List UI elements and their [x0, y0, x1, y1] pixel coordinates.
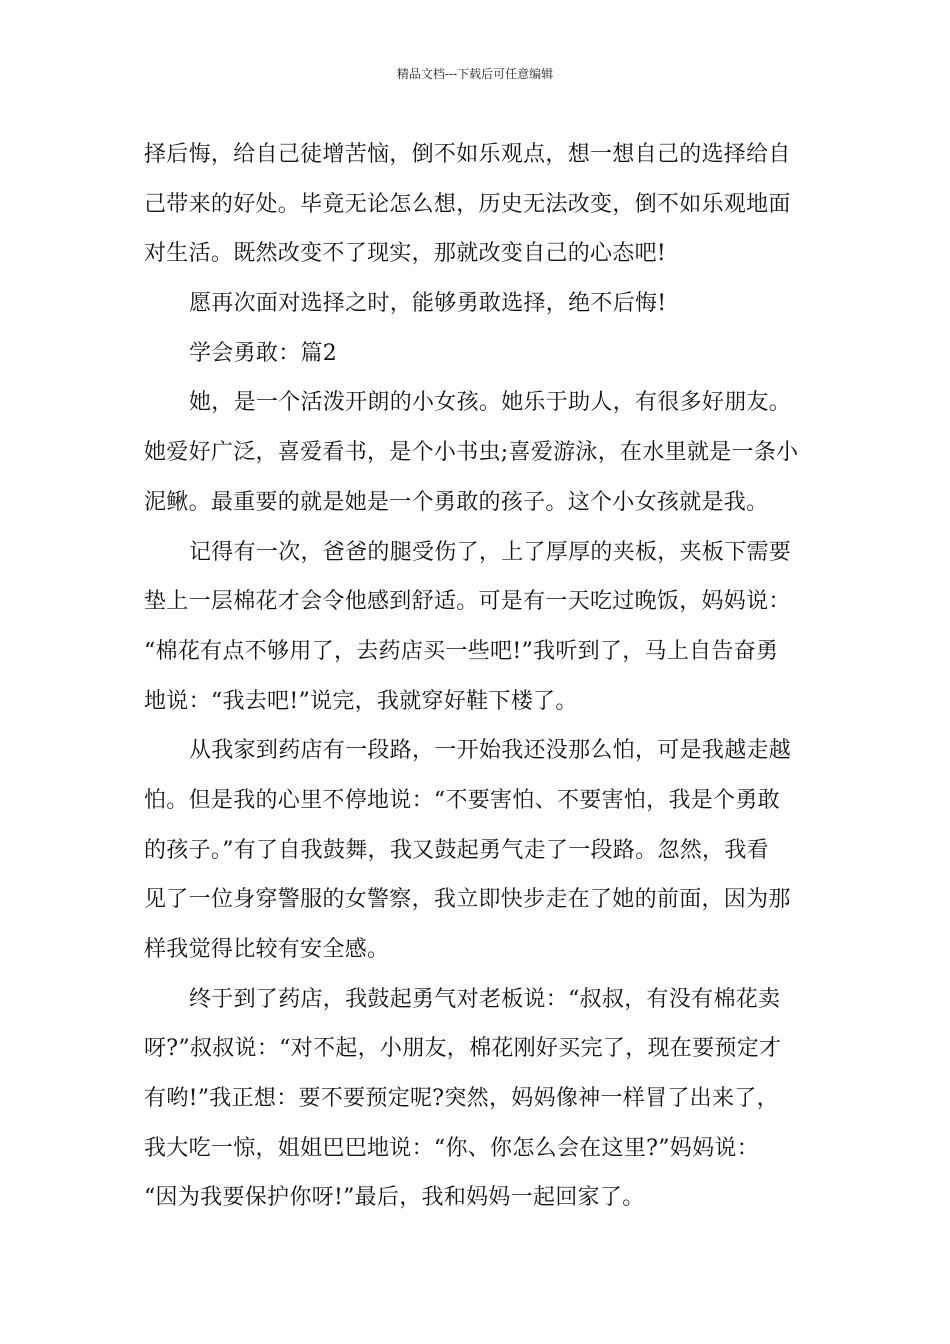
text-line: 垫上一层棉花才会令他感到舒适。可是有一天吃过晚饭，妈妈说：	[144, 589, 791, 615]
text-line: 见了一位身穿警服的女警察，我立即快步走在了她的前面，因为那	[144, 887, 791, 913]
text-line: “因为我要保护你呀!”最后，我和妈妈一起回家了。	[144, 1185, 645, 1211]
document-body	[144, 130, 808, 1223]
section-heading: 学会勇敢：篇2	[189, 340, 338, 366]
text-line: 愿再次面对选择之时，能够勇敢选择，绝不后悔!	[189, 291, 667, 317]
text-line: 泥鳅。最重要的就是她是一个勇敢的孩子。这个小女孩就是我。	[144, 489, 769, 515]
text-line: 她爱好广泛，喜爱看书，是个小书虫;喜爱游泳，在水里就是一条小	[144, 440, 799, 466]
text-line: 样我觉得比较有安全感。	[144, 937, 390, 962]
text-line: 有哟!”我正想：要不要预定呢?突然，妈妈像神一样冒了出来了，	[144, 1086, 779, 1112]
text-line: 我大吃一惊，姐姐巴巴地说：“你、你怎么会在这里?”妈妈说：	[144, 1135, 759, 1161]
text-line: 从我家到药店有一段路，一开始我还没那么怕，可是我越走越	[189, 738, 792, 764]
text-line: “棉花有点不够用了，去药店买一些吧!”我听到了，马上自告奋勇	[144, 638, 779, 664]
text-line: 记得有一次，爸爸的腿受伤了，上了厚厚的夹板，夹板下需要	[189, 539, 792, 565]
text-line: 择后悔，给自己徒增苦恼，倒不如乐观点，想一想自己的选择给自	[144, 142, 791, 167]
text-line: 己带来的好处。毕竟无论怎么想，历史无法改变，倒不如乐观地面	[144, 191, 791, 217]
text-line: 地说：“我去吧!”说完，我就穿好鞋下楼了。	[144, 688, 578, 714]
text-line: 怕。但是我的心里不停地说：“不要害怕、不要害怕，我是个勇敢	[144, 787, 780, 813]
text-line: 她，是一个活泼开朗的小女孩。她乐于助人，有很多好朋友。	[189, 390, 792, 416]
text-line: 终于到了药店，我鼓起勇气对老板说：“叔叔，有没有棉花卖	[189, 986, 781, 1012]
text-line: 对生活。既然改变不了现实，那就改变自己的心态吧!	[144, 241, 667, 267]
page-header: 精品文档---下载后可任意编辑	[396, 67, 554, 81]
text-line: 呀?”叔叔说：“对不起，小朋友，棉花刚好买完了，现在要预定才	[144, 1036, 782, 1062]
text-line: 的孩子。”有了自我鼓舞，我又鼓起勇气走了一段路。忽然，我看	[144, 837, 769, 863]
